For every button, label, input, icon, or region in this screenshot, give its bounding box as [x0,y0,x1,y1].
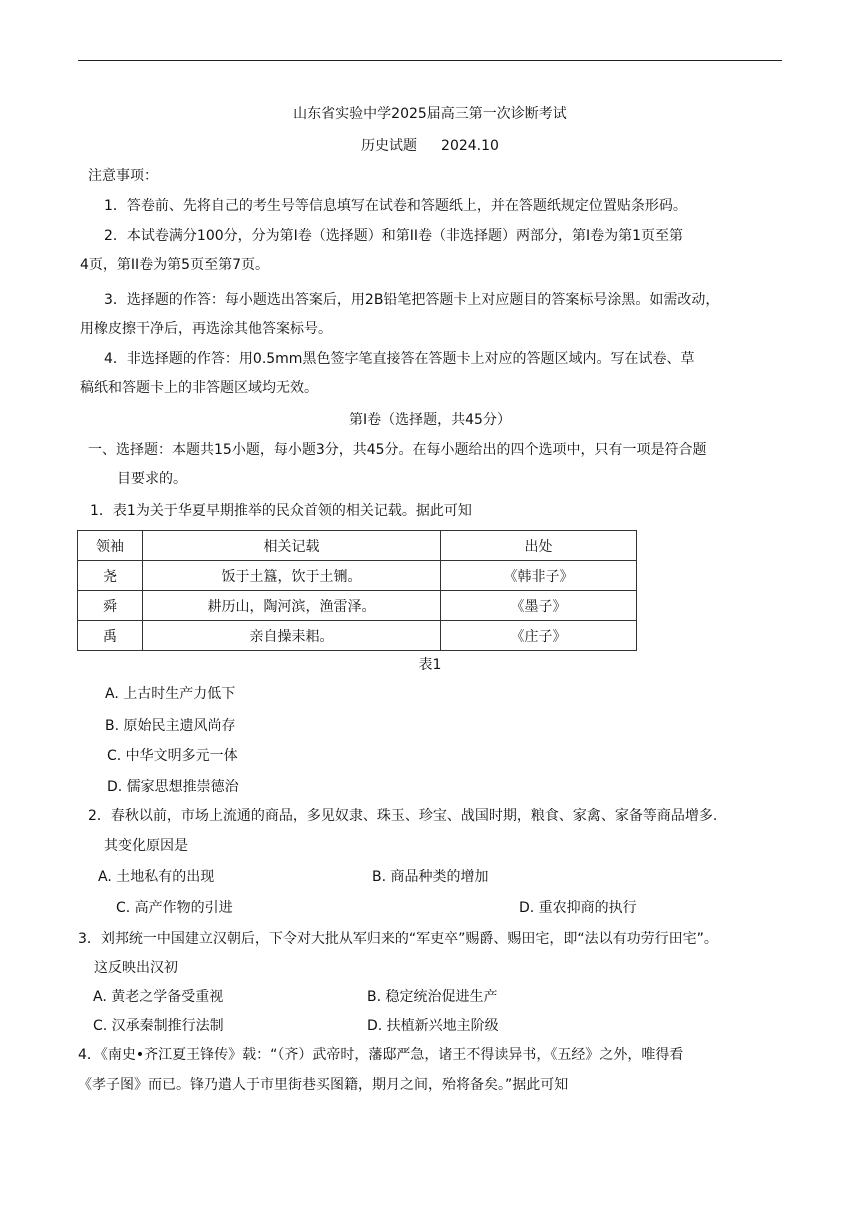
table-cell: 耕历山，陶河滨，渔雷泽。 [143,591,441,621]
notice-item: 3．选择题的作答：每小题选出答案后，用2B铅笔把答题卡上对应题目的答案标号涂黑。如需改动， [104,292,720,308]
table-cell: 禹 [78,621,143,651]
question-3-stem: 这反映出汉初 [94,960,178,976]
notice-item: 1．答卷前、先将自己的考生号等信息填写在试卷和答题纸上，并在答题纸规定位置贴条形码。 [104,198,687,214]
question-4-stem: 《孝子图》而已。锋乃遣人于市里街巷买图籍，期月之间，殆将备矣。”据此可知 [78,1077,569,1093]
table-cell: 《庄子》 [441,621,637,651]
option-d: D. 扶植新兴地主阶级 [367,1018,499,1034]
table-cell: 尧 [78,561,143,591]
exam-title: 山东省实验中学2025届高三第一次诊断考试 [293,106,567,122]
part1-instruction: 目要求的。 [117,471,187,487]
question-2-stem: 其变化原因是 [104,838,188,854]
option-b: B. 原始民主遗风尚存 [105,718,236,734]
option-b: B. 商品种类的增加 [372,869,489,885]
notice-item: 4页，第II卷为第5页至第7页。 [80,257,269,273]
option-b: B. 稳定统治促进生产 [367,989,498,1005]
option-a: A. 上古时生产力低下 [105,686,236,702]
table-row [78,591,637,621]
notice-item: 2．本试卷满分100分，分为第I卷（选择题）和第II卷（非选择题）两部分，第I卷为第1页至第 [104,228,684,244]
notice-item: 稿纸和答题卡上的非答题区域均无效。 [80,380,318,396]
notice-item: 用橡皮擦干净后，再选涂其他答案标号。 [80,321,332,337]
option-c: C. 高产作物的引进 [116,900,233,916]
table-caption: 表1 [418,657,442,673]
question-4-stem: 4．《南史•齐江夏王锋传》载：“（齐）武帝时，藩邸严急，诸王不得读异书，《五经》之外，唯得看 [78,1047,684,1063]
table-row [78,621,637,651]
table-header-row [78,531,637,561]
option-c: C. 中华文明多元一体 [107,748,238,764]
table-1 [77,530,637,651]
question-1-stem: 1．表1为关于华夏早期推举的民众首领的相关记载。据此可知 [90,503,472,519]
table-cell: 亲自操耒耜。 [143,621,441,651]
option-a: A. 黄老之学备受重视 [93,989,224,1005]
table-cell: 舜 [78,591,143,621]
table-cell: 《墨子》 [441,591,637,621]
notice-item: 4．非选择题的作答：用0.5mm黑色签字笔直接答在答题卡上对应的答题区域内。写在试卷、草 [104,351,695,367]
question-2-stem: 2．春秋以前，市场上流通的商品，多见奴隶、珠玉、珍宝、战国时期，粮食、家禽、家备等商品增多. [88,808,718,824]
option-d: D. 重农抑商的执行 [519,900,637,916]
part1-title: 第I卷（选择题，共45分） [349,412,511,428]
table-cell: 《韩非子》 [441,561,637,591]
notice-heading: 注意事项： [88,168,158,184]
table-header-cell: 出处 [441,531,637,561]
table-header-cell: 领袖 [78,531,143,561]
option-a: A. 土地私有的出现 [98,869,215,885]
exam-date: 2024.10 [441,138,499,154]
table-cell: 饭于土簋，饮于土铏。 [143,561,441,591]
option-c: C. 汉承秦制推行法制 [93,1018,224,1034]
table-header-cell: 相关记载 [143,531,441,561]
exam-subject: 历史试题 [361,138,418,154]
header-rule [78,60,782,61]
part1-instruction: 一、选择题：本题共15小题，每小题3分，共45分。在每小题给出的四个选项中，只有一项是符合题 [88,442,707,458]
question-3-stem: 3．刘邦统一中国建立汉朝后，下令对大批从军归来的“军吏卒”赐爵、赐田宅，即“法以有功劳行田宅”。 [78,931,718,947]
table-row [78,561,637,591]
exam-subtitle [0,136,860,156]
option-d: D. 儒家思想推崇德治 [107,779,239,795]
